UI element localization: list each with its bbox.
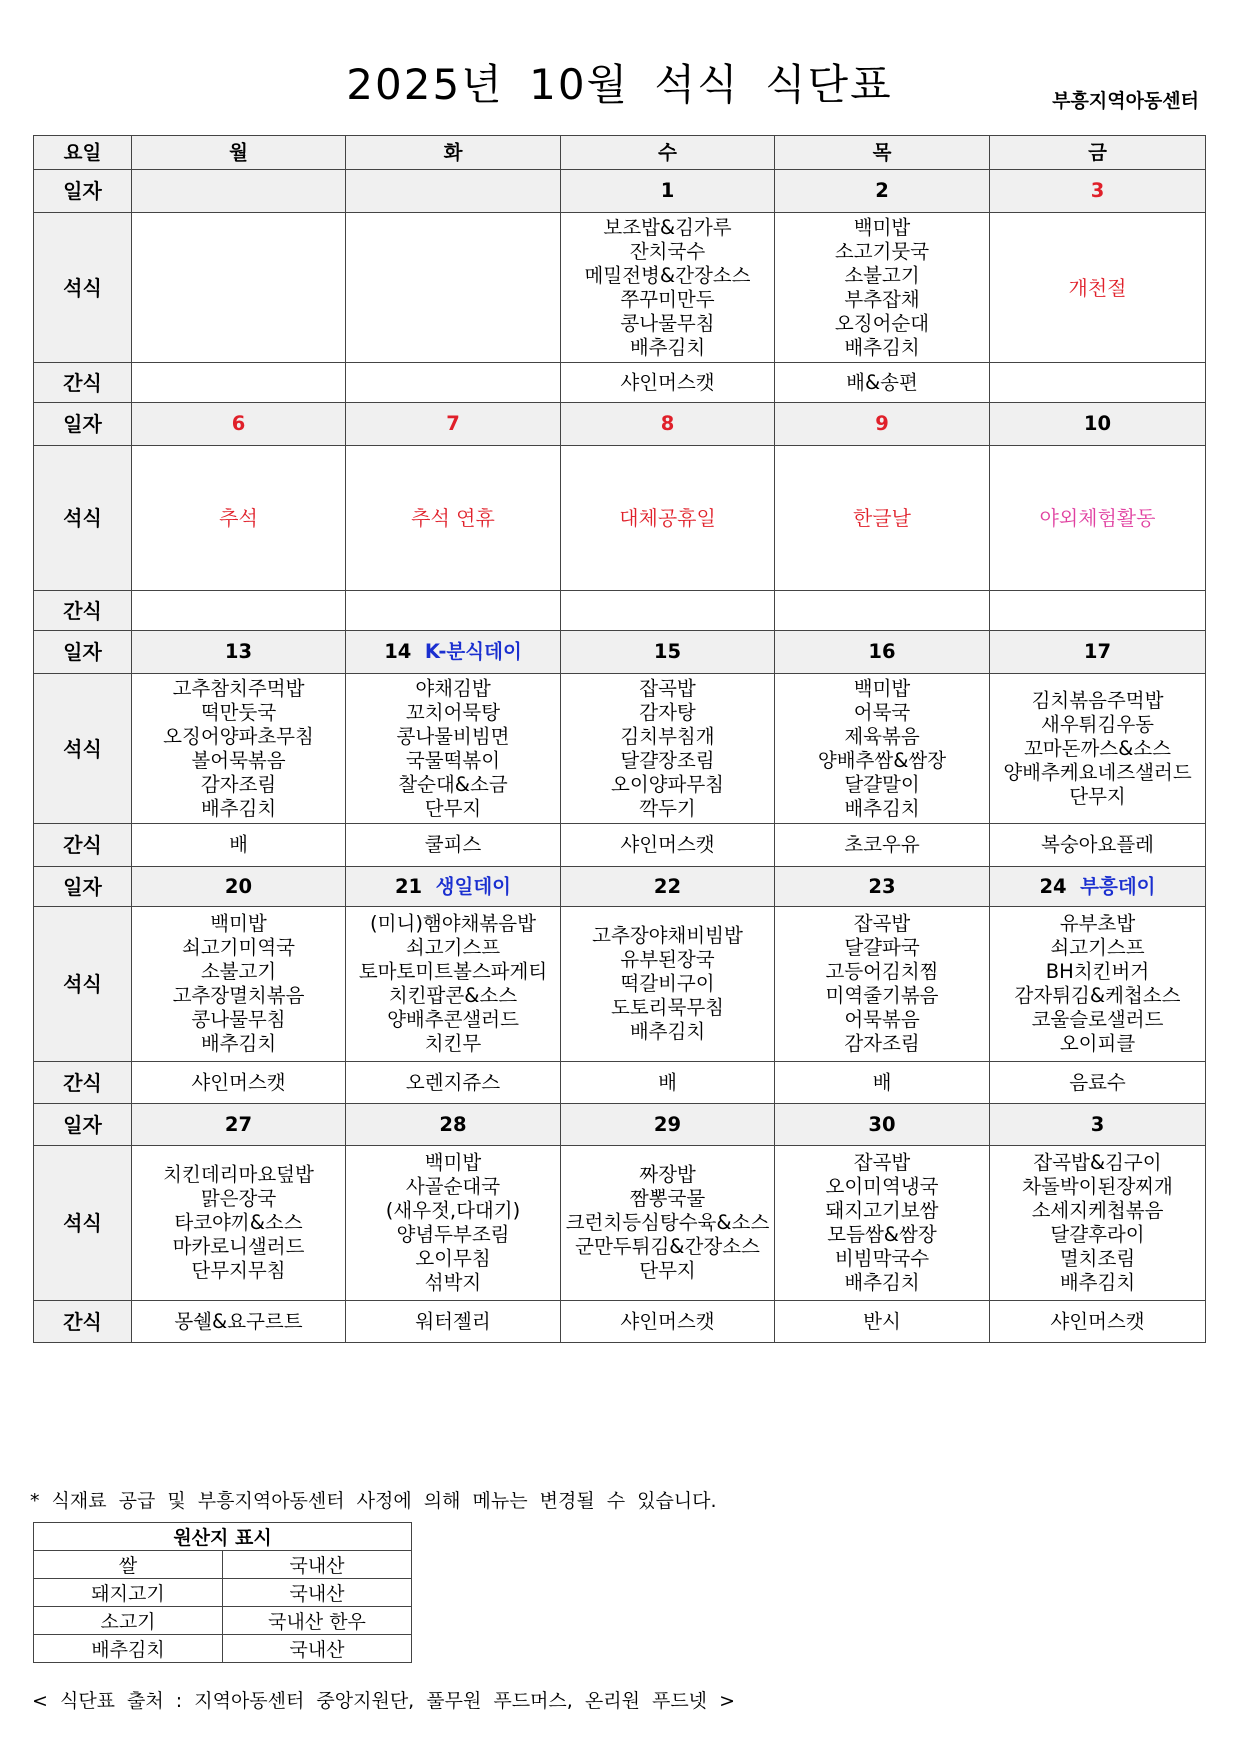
snack-cell: [561, 591, 775, 631]
menu-item: 군만두튀김&간장소스: [575, 1235, 760, 1258]
menu-item: 잡곡밥: [853, 912, 911, 935]
dinner-cell: [132, 446, 346, 591]
snack-cell: 몽쉘&요구르트: [132, 1301, 346, 1343]
date-cell: [132, 403, 346, 446]
date-cell: [775, 631, 990, 674]
menu-item: 양념두부조림: [396, 1223, 510, 1246]
menu-item: 꼬마돈까스&소스: [1023, 736, 1172, 760]
menu-item: 감자튀김&케첩소스: [1014, 984, 1181, 1007]
holiday-label: 개천절: [1068, 275, 1127, 300]
date-cell: [132, 631, 346, 674]
menu-item: 달걀후라이: [1050, 1223, 1145, 1246]
date-number: 1: [660, 179, 675, 202]
dinner-row: [34, 907, 1206, 1062]
menu-item: 새우튀김우동: [1040, 712, 1155, 736]
menu-item: 코울슬로샐러드: [1031, 1008, 1164, 1031]
snack-cell: 샤인머스캣: [561, 363, 775, 403]
snack-cell: 반시: [775, 1301, 990, 1343]
snack-label: 간식: [34, 1301, 132, 1343]
date-number: 24: [1039, 874, 1067, 898]
date-number: 20: [224, 874, 253, 898]
date-number: 3: [1090, 1112, 1105, 1136]
date-cell: [561, 867, 775, 907]
menu-item: 소불고기: [844, 263, 920, 287]
date-number: 27: [224, 1112, 253, 1136]
snack-cell: 배&송편: [775, 363, 990, 403]
holiday-label: 대체공휴일: [619, 506, 716, 530]
menu-item: 백미밥: [853, 215, 911, 239]
menu-item: 오이미역냉국: [825, 1175, 939, 1198]
date-cell: [561, 1104, 775, 1146]
snack-label: 간식: [34, 1062, 132, 1104]
date-number: 17: [1083, 640, 1112, 663]
menu-item: 오이피클: [1059, 1032, 1136, 1055]
menu-item: 배추김치: [200, 796, 277, 820]
dinner-cell: [346, 907, 561, 1062]
center-name: 부흥지역아동센터: [1052, 90, 1199, 112]
date-number: 15: [653, 640, 682, 663]
event-tag: K-분식데이: [424, 640, 522, 663]
menu-item: 섞박지: [424, 1271, 482, 1294]
date-cell: [346, 1104, 561, 1146]
menu-item: 배추김치: [629, 1020, 706, 1043]
dinner-cell: [775, 907, 990, 1062]
page-title: 2025년 10월 석식 식단표: [346, 60, 893, 109]
menu-item: 보조밥&김가루: [603, 215, 732, 239]
date-cell: [132, 867, 346, 907]
menu-item: 소세지케첩볶음: [1031, 1199, 1164, 1222]
snack-cell: 샤인머스캣: [132, 1062, 346, 1104]
menu-item: 치킨팝콘&소스: [388, 984, 518, 1007]
date-row: [34, 1104, 1206, 1146]
date-cell: [561, 403, 775, 446]
date-number: 10: [1083, 412, 1112, 435]
date-cell: [132, 170, 346, 213]
date-number: 2: [875, 179, 889, 202]
snack-cell: 오렌지쥬스: [346, 1062, 561, 1104]
menu-item: 메밀전병&간장소스: [584, 263, 751, 287]
menu-item: 배추김치: [844, 335, 920, 359]
menu-item: 맑은장국: [200, 1187, 277, 1210]
dinner-cell: [775, 674, 990, 824]
snack-cell: [346, 591, 561, 631]
date-cell: [775, 403, 990, 446]
origin-row: [34, 1607, 412, 1635]
origin-value: 국내산 한우: [223, 1607, 412, 1635]
menu-item: 쭈꾸미만두: [620, 287, 715, 311]
menu-item: 콩나물무침: [620, 311, 715, 335]
date-cell: [346, 170, 561, 213]
event-tag: 생일데이: [435, 874, 512, 898]
menu-item: 치킨무: [424, 1032, 482, 1055]
dinner-cell: [132, 213, 346, 363]
dinner-row: [34, 1146, 1206, 1301]
origin-row: [34, 1635, 412, 1663]
dinner-cell: [346, 1146, 561, 1301]
menu-item: 타코야끼&소스: [174, 1211, 303, 1234]
menu-item: 감자탕: [639, 700, 696, 724]
dinner-cell: [775, 213, 990, 363]
date-cell: [346, 631, 561, 674]
menu-item: 소고기뭇국: [834, 239, 930, 263]
snack-cell: 샤인머스캣: [561, 824, 775, 867]
menu-item: 배추김치: [629, 335, 706, 359]
menu-item: 고추장멸치볶음: [172, 984, 305, 1007]
snack-label: 간식: [34, 363, 132, 403]
dinner-label: 석식: [34, 1146, 132, 1301]
header-wed: 수: [561, 136, 775, 170]
menu-item: 유부된장국: [620, 948, 715, 971]
menu-item: 양배추쌈&쌈장: [817, 748, 947, 772]
menu-table: [33, 135, 1206, 1343]
date-number: 29: [653, 1112, 682, 1136]
menu-item: 단무지무침: [191, 1259, 286, 1282]
holiday-label: 추석 연휴: [411, 506, 495, 530]
menu-item: 꼬치어묵탕: [405, 700, 501, 724]
origin-table: [33, 1522, 412, 1663]
menu-item: 마카로니샐러드: [172, 1235, 305, 1258]
menu-item: 치킨데리마요덮밥: [163, 1163, 314, 1186]
date-number: 7: [446, 412, 460, 435]
date-label: 일자: [34, 631, 132, 674]
date-number: 23: [868, 874, 896, 898]
menu-item: 백미밥: [210, 912, 267, 935]
origin-item: 돼지고기: [34, 1579, 223, 1607]
menu-item: 잡곡밥: [639, 676, 696, 700]
menu-item: 비빔막국수: [834, 1247, 930, 1270]
origin-row: [34, 1579, 412, 1607]
menu-item: 김치부침개: [620, 724, 715, 748]
menu-item: BH치킨버거: [1045, 960, 1150, 983]
menu-item: 짜장밥: [639, 1163, 696, 1186]
date-number: 8: [660, 412, 675, 435]
snack-label: 간식: [34, 824, 132, 867]
dinner-row: [34, 213, 1206, 363]
event-tag: 부흥데이: [1080, 874, 1156, 898]
snack-cell: 샤인머스캣: [990, 1301, 1206, 1343]
dinner-cell: [132, 674, 346, 824]
date-number: 21: [394, 874, 423, 898]
date-label: 일자: [34, 403, 132, 446]
menu-item: 양배추케요네즈샐러드: [1003, 760, 1192, 784]
date-cell: [346, 403, 561, 446]
dinner-row: [34, 674, 1206, 824]
menu-item: 어묵국: [853, 700, 911, 724]
menu-item: 제육볶음: [844, 724, 920, 748]
menu-item: 잔치국수: [629, 239, 706, 263]
dinner-cell: [346, 446, 561, 591]
menu-item: 단무지: [1069, 784, 1126, 808]
dinner-cell: [561, 1146, 775, 1301]
menu-item: 돼지고기보쌈: [825, 1199, 939, 1222]
header-thu: 목: [775, 136, 990, 170]
menu-item: 오이무침: [415, 1247, 491, 1270]
origin-value: 국내산: [223, 1635, 412, 1663]
dinner-cell: [990, 907, 1206, 1062]
snack-row: [34, 824, 1206, 867]
origin-value: 국내산: [223, 1551, 412, 1579]
header-row: [34, 136, 1206, 170]
menu-item: 감자조림: [844, 1032, 920, 1055]
date-cell: [561, 170, 775, 213]
origin-item: 배추김치: [34, 1635, 223, 1663]
menu-item: 소불고기: [200, 960, 277, 983]
origin-title: 원산지 표시: [34, 1523, 412, 1551]
dinner-cell: [561, 213, 775, 363]
snack-row: [34, 363, 1206, 403]
menu-item: (미니)햄야채볶음밥: [370, 912, 536, 935]
menu-item: 백미밥: [853, 676, 911, 700]
dinner-label: 석식: [34, 907, 132, 1062]
dinner-cell: [346, 213, 561, 363]
date-cell: [132, 1104, 346, 1146]
date-number: 6: [231, 412, 246, 435]
dinner-cell: [990, 446, 1206, 591]
date-cell: [990, 170, 1206, 213]
snack-cell: [132, 363, 346, 403]
snack-cell: [990, 363, 1206, 403]
snack-cell: 복숭아요플레: [990, 824, 1206, 867]
menu-item: 국물떡볶이: [405, 748, 501, 772]
menu-item: 단무지: [424, 796, 482, 820]
menu-item: 크런치등심탕수육&소스: [565, 1211, 770, 1234]
menu-item: 감자조림: [200, 772, 277, 796]
snack-row: [34, 1301, 1206, 1343]
snack-cell: 쿨피스: [346, 824, 561, 867]
menu-source: < 식단표 출처 : 지역아동센터 중앙지원단, 풀무원 푸드머스, 온리원 푸드넷 >: [32, 1690, 735, 1712]
menu-item: (새우젓,다대기): [385, 1199, 521, 1222]
menu-item: 잡곡밥&김구이: [1033, 1151, 1162, 1174]
date-cell: [990, 403, 1206, 446]
snack-cell: 배: [775, 1062, 990, 1104]
snack-cell: [990, 591, 1206, 631]
snack-cell: [132, 591, 346, 631]
date-cell: [990, 867, 1206, 907]
origin-item: 소고기: [34, 1607, 223, 1635]
date-number: 14: [384, 640, 412, 663]
menu-item: 오이양파무침: [610, 772, 725, 796]
snack-cell: 샤인머스캣: [561, 1301, 775, 1343]
menu-item: 떡만둣국: [200, 700, 277, 724]
dinner-cell: [990, 1146, 1206, 1301]
menu-item: 고추장야채비빔밥: [592, 924, 743, 947]
origin-value: 국내산: [223, 1579, 412, 1607]
menu-item: 야채김밥: [415, 676, 491, 700]
menu-item: 김치볶음주먹밥: [1031, 688, 1164, 712]
dinner-cell: [561, 907, 775, 1062]
menu-item: 쇠고기스프: [1050, 936, 1145, 959]
date-number: 28: [439, 1112, 467, 1136]
date-cell: [561, 631, 775, 674]
menu-item: 배추김치: [1059, 1271, 1136, 1294]
menu-item: 고등어김치찜: [825, 960, 939, 983]
dinner-cell: [775, 446, 990, 591]
menu-item: 오징어순대: [834, 311, 930, 335]
menu-item: 부추잡채: [844, 287, 920, 311]
date-number: 3: [1090, 179, 1105, 202]
header-fri: 금: [990, 136, 1206, 170]
menu-item: 어묵볶음: [844, 1008, 920, 1031]
menu-item: 달걀파국: [844, 936, 920, 959]
dinner-cell: [990, 213, 1206, 363]
menu-item: 콩나물비빔면: [396, 724, 510, 748]
snack-cell: 배: [132, 824, 346, 867]
change-notice: * 식재료 공급 및 부흥지역아동센터 사정에 의해 메뉴는 변경될 수 있습니다.: [30, 1490, 717, 1512]
holiday-label: 한글날: [853, 506, 911, 530]
menu-item: 잡곡밥: [853, 1151, 911, 1174]
holiday-label: 야외체험활동: [1039, 506, 1156, 530]
dinner-cell: [775, 1146, 990, 1301]
dinner-row: [34, 446, 1206, 591]
menu-item: 도토리묵무침: [610, 996, 725, 1019]
dinner-label: 석식: [34, 674, 132, 824]
date-number: 22: [653, 874, 682, 898]
menu-item: 볼어묵볶음: [191, 748, 286, 772]
menu-item: 유부초밥: [1059, 912, 1136, 935]
date-number: 9: [875, 412, 889, 435]
menu-item: 떡갈비구이: [620, 972, 715, 995]
snack-label: 간식: [34, 591, 132, 631]
date-cell: [990, 1104, 1206, 1146]
date-cell: [775, 1104, 990, 1146]
menu-item: 고추참치주먹밥: [172, 676, 305, 700]
date-label: 일자: [34, 867, 132, 907]
menu-item: 달걀말이: [844, 772, 920, 796]
date-cell: [990, 631, 1206, 674]
menu-item: 모듬쌈&쌈장: [827, 1223, 937, 1246]
date-row: [34, 170, 1206, 213]
menu-item: 달걀장조림: [620, 748, 715, 772]
dinner-cell: [561, 446, 775, 591]
dinner-label: 석식: [34, 213, 132, 363]
menu-item: 미역줄기볶음: [825, 984, 939, 1007]
menu-item: 콩나물무침: [191, 1008, 286, 1031]
snack-cell: [775, 591, 990, 631]
header-weekday-label: 요일: [34, 136, 132, 170]
snack-row: [34, 591, 1206, 631]
dinner-cell: [132, 1146, 346, 1301]
date-number: 16: [868, 640, 896, 663]
date-row: [34, 403, 1206, 446]
menu-item: 쇠고기스프: [405, 936, 501, 959]
snack-cell: 초코우유: [775, 824, 990, 867]
menu-item: 멸치조림: [1059, 1247, 1136, 1270]
menu-item: 사골순대국: [405, 1175, 501, 1198]
holiday-label: 추석: [219, 506, 258, 530]
snack-cell: 음료수: [990, 1062, 1206, 1104]
date-cell: [775, 170, 990, 213]
date-row: [34, 867, 1206, 907]
date-cell: [346, 867, 561, 907]
dinner-cell: [561, 674, 775, 824]
snack-row: [34, 1062, 1206, 1104]
header-mon: 월: [132, 136, 346, 170]
date-number: 13: [224, 640, 253, 663]
menu-item: 차돌박이된장찌개: [1022, 1175, 1173, 1198]
date-cell: [775, 867, 990, 907]
dinner-label: 석식: [34, 446, 132, 591]
snack-cell: [346, 363, 561, 403]
menu-item: 배추김치: [844, 796, 920, 820]
menu-item: 토마토미트볼스파게티: [358, 960, 548, 983]
dinner-cell: [132, 907, 346, 1062]
menu-item: 배추김치: [200, 1032, 277, 1055]
origin-item: 쌀: [34, 1551, 223, 1579]
menu-item: 짬뽕국물: [629, 1187, 706, 1210]
menu-item: 쇠고기미역국: [181, 936, 296, 959]
menu-item: 찰순대&소금: [398, 772, 508, 796]
snack-cell: 워터젤리: [346, 1301, 561, 1343]
dinner-cell: [346, 674, 561, 824]
date-label: 일자: [34, 1104, 132, 1146]
date-row: [34, 631, 1206, 674]
snack-cell: 배: [561, 1062, 775, 1104]
origin-row: [34, 1551, 412, 1579]
menu-item: 단무지: [639, 1259, 696, 1282]
menu-item: 깍두기: [639, 796, 696, 820]
date-number: 30: [868, 1112, 896, 1136]
menu-item: 백미밥: [424, 1151, 482, 1174]
menu-item: 오징어양파초무침: [163, 724, 314, 748]
dinner-cell: [990, 674, 1206, 824]
menu-item: 양배추콘샐러드: [387, 1008, 519, 1031]
date-label: 일자: [34, 170, 132, 213]
menu-item: 배추김치: [844, 1271, 920, 1294]
header-tue: 화: [346, 136, 561, 170]
